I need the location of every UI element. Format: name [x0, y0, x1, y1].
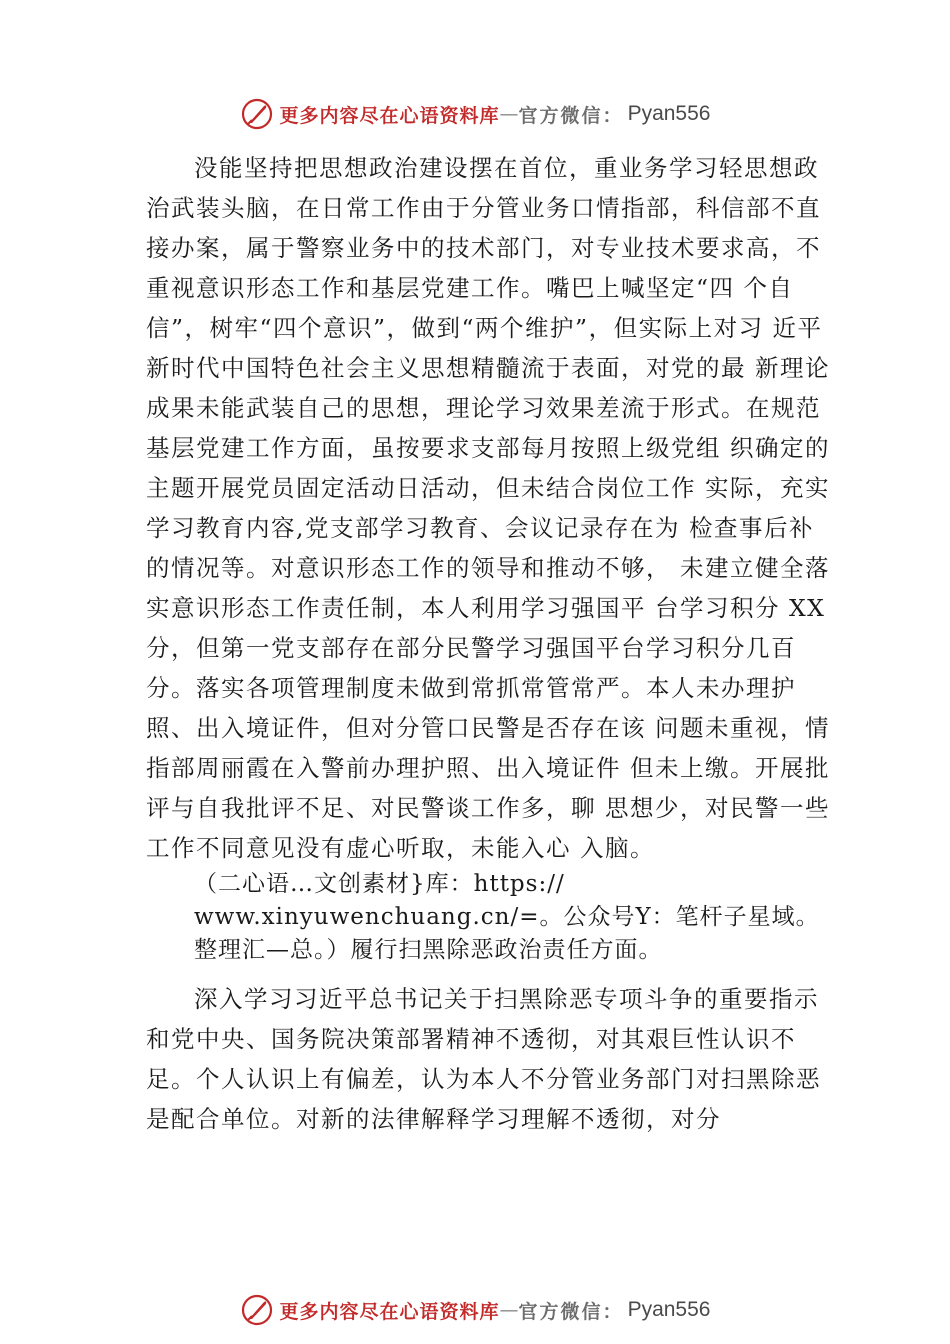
- promo-text: 更多内容尽在心语资料库: [279, 1300, 500, 1323]
- quill-logo-icon: [240, 1293, 274, 1327]
- banner-dash: —: [499, 103, 519, 125]
- quill-logo-icon: [240, 97, 274, 131]
- paragraph-1: 没能坚持把思想政治建设摆在首位，重业务学习轻思想政治武装头脑，在日常工作由于分管业务口情指部，科信部不直接办案，属于警察业务中的技术部门，对专业技术要求高，不重视意识形态工作和基层党建工作。嘴巴上喊坚定“四 个自信”，树牢“四个意识”，做到“两个维护”，但实际上对习 近平新时代中国特色社会主义思想精髓流于表面，对党的最 新理论成果未能武装自己的思想，理论学习效果差流于形式。在规范基层党建工作方面，虽按要求支部每月按照上级党组 织确定的主题开展党员固定活动日活动，但未结合岗位工作 实际，充实学习教育内容,党支部学习教育、会议记录存在为 检查事后补的情况等。对意识形态工作的领导和推动不够， 未建立健全落实意识形态工作责任制，本人利用学习强国平 台学习积分 XX分，但第一党支部存在部分民警学习强国平台学习积分几百分。落实各项管理制度未做到常抓常管常严。本人未办理护照、出入境证件，但对分管口民警是否存在该 问题未重视，情指部周丽霞在入警前办理护照、出入境证件 但未上缴。开展批评与自我批评不足、对民警谈工作多，聊 思想少，对民警一些工作不同意见没有虚心听取，未能入心 入脑。: [146, 154, 830, 862]
- footer-banner: [0, 1290, 950, 1330]
- promo-text: 更多内容尽在心语资料库: [279, 104, 500, 127]
- source-note-line-1: （二心语…文创素材}库：https://: [194, 871, 565, 897]
- wechat-label: 官方微信：: [518, 1300, 624, 1323]
- source-note-line-2: www.xinyuwenchuang.cn/=。公众号Y：笔杆子星域。整理汇—总。）履行扫黑除恶政治责任方面。: [194, 904, 820, 963]
- banner-dash: —: [499, 1299, 519, 1321]
- wechat-id: Pyan556: [627, 1298, 711, 1321]
- wechat-label: 官方微信：: [518, 104, 624, 127]
- wechat-id: Pyan556: [627, 102, 711, 125]
- source-note: [194, 868, 834, 967]
- header-banner: [0, 94, 950, 134]
- paragraph-2: 深入学习习近平总书记关于扫黑除恶专项斗争的重要指示和党中央、国务院决策部署精神不透彻，对其艰巨性认识不足。个人认识上有偏差，认为本人不分管业务部门对扫黑除恶是配合单位。对新的法律解释学习理解不透彻，对分: [146, 985, 821, 1133]
- document-body: [146, 148, 836, 1139]
